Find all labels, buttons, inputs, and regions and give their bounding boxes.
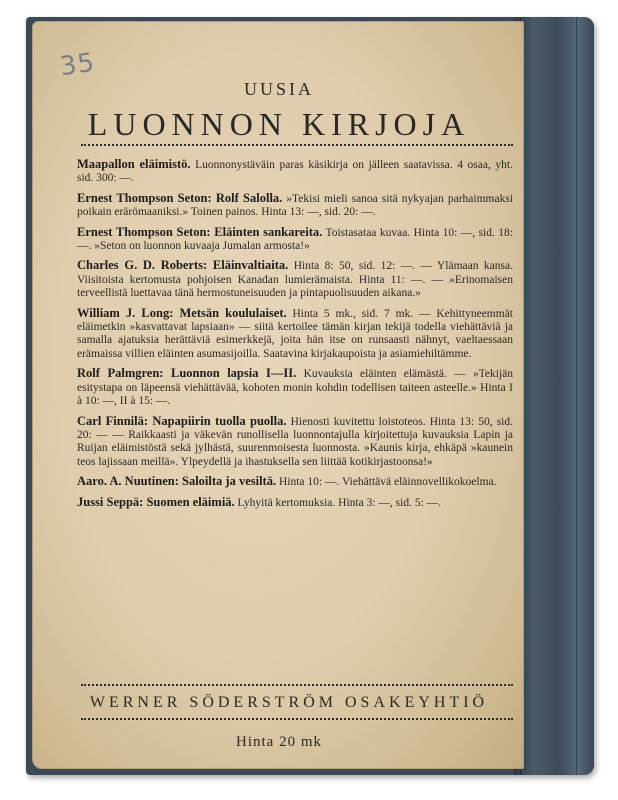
- list-item: [77, 307, 513, 362]
- list-item: [77, 475, 513, 489]
- list-item: [77, 367, 513, 408]
- header-subtitle: UUSIA: [243, 79, 314, 99]
- entry-author-title: Maapallon eläimistö.: [77, 157, 191, 171]
- entry-author-title: Ernest Thompson Seton: Eläinten sankareita.: [77, 224, 323, 239]
- price-label: Hinta 20 mk: [236, 734, 322, 750]
- back-cover: [32, 21, 524, 769]
- entry-description: Kuvauksia eläinten elämästä. — »Tekijän esitystapa on läpeensä viehättävää, kohoten monin kohdin todellisen taiteen asteelle.» Hinta I à 10: —, II à 15: —.: [77, 368, 514, 408]
- list-item: [77, 192, 513, 220]
- list-item: [77, 496, 513, 510]
- list-item: [77, 226, 513, 254]
- entry-author-title: Carl Finnilä: Napapiirin tuolla puolla.: [77, 413, 287, 428]
- entry-description: Hinta 10: —. Viehättävä eläinnovellikokoelma.: [278, 476, 497, 489]
- spine-crease: [576, 17, 577, 775]
- book-list: [77, 158, 513, 516]
- entry-description: Lyhyitä kertomuksia. Hinta 3: —, sid. 5: —.: [237, 496, 442, 509]
- entry-author-title: Jussi Seppä: Suomen eläimiä.: [77, 494, 235, 509]
- entry-description: Toistasataa kuvaa. Hinta 10: —, sid. 18: —. »Seton on luonnon kuvaaja Jumalan armosta!»: [77, 226, 513, 253]
- book-spine: [514, 17, 594, 775]
- entry-author-title: William J. Long: Metsän koululaiset.: [77, 305, 287, 320]
- entry-author-title: Charles G. D. Roberts: Eläinvaltiaita.: [77, 258, 289, 273]
- list-item: [77, 259, 513, 300]
- list-item: [77, 158, 513, 186]
- entry-author-title: Aaro. A. Nuutinen: Saloilta ja vesiltä.: [77, 474, 277, 489]
- publisher-name: WERNER SÖDERSTRÖM OSAKEYHTIÖ: [89, 694, 489, 711]
- header-title: LUONNON KIRJOJA: [87, 106, 471, 142]
- bottom-dotted-rule-upper: [81, 684, 513, 686]
- pencil-annotation: 35: [58, 47, 98, 83]
- entry-description: Hinta 5 mk., sid. 7 mk. — Kehittyneemmät eläimetkin »kasvattavat lapsiaan» — siitä kertoilee tämän kirjan tekijä todella viehättäviä ja samalla ajatuksia herättäviä esimerkkejä, joita hän itse on runsaasti nähnyt, vaeltaessaan erämaissa villien eläinten asumasijoilla. Saatavina kirjakaupoista ja asiamiehiltämme.: [77, 307, 513, 360]
- entry-author-title: Ernest Thompson Seton: Rolf Salolla.: [77, 190, 283, 205]
- entry-author-title: Rolf Palmgren: Luonnon lapsia I—II.: [77, 366, 297, 381]
- book: [26, 17, 594, 775]
- bottom-dotted-rule-lower: [81, 718, 513, 720]
- entry-description: »Tekisi mieli sanoa sitä nykyajan parhaimmaksi poikain erärömaaniksi.» Toinen painos. Hinta 13: —, sid. 20: —.: [77, 192, 514, 219]
- top-dotted-rule: [81, 144, 513, 146]
- entry-description: Hinta 8: 50, sid. 12: —. — Ylämaan kansa. Viisitoista kertomusta pohjoisen Kanadan lumierämaista. Hinta 11: —. — »Erinomaisen terveellistä luettavaa tänä hermostuneisuuden ja pintapuolisuuden aikana.»: [77, 260, 513, 300]
- entry-description: Luonnonystäväin paras käsikirja on jälleen saatavissa. 4 osaa, yht. sid. 300: —.: [77, 159, 513, 185]
- list-item: [77, 415, 513, 470]
- entry-description: Hienosti kuvitettu loistoteos. Hinta 13: 50, sid. 20: — — Raikkaasti ja väkevän runollisella luonnontajulla kirjoitettuja kuvauksia Lapin ja Ruijan eläimistöstä sekä jylhästä, suurenmoisesta luonnosta. »Kaunis kirja, ehkäpä »kaunein teos lajissaan meillä». Ylpeydellä ja ihastuksella sen liittää kotikirjastoonsa!»: [77, 415, 513, 468]
